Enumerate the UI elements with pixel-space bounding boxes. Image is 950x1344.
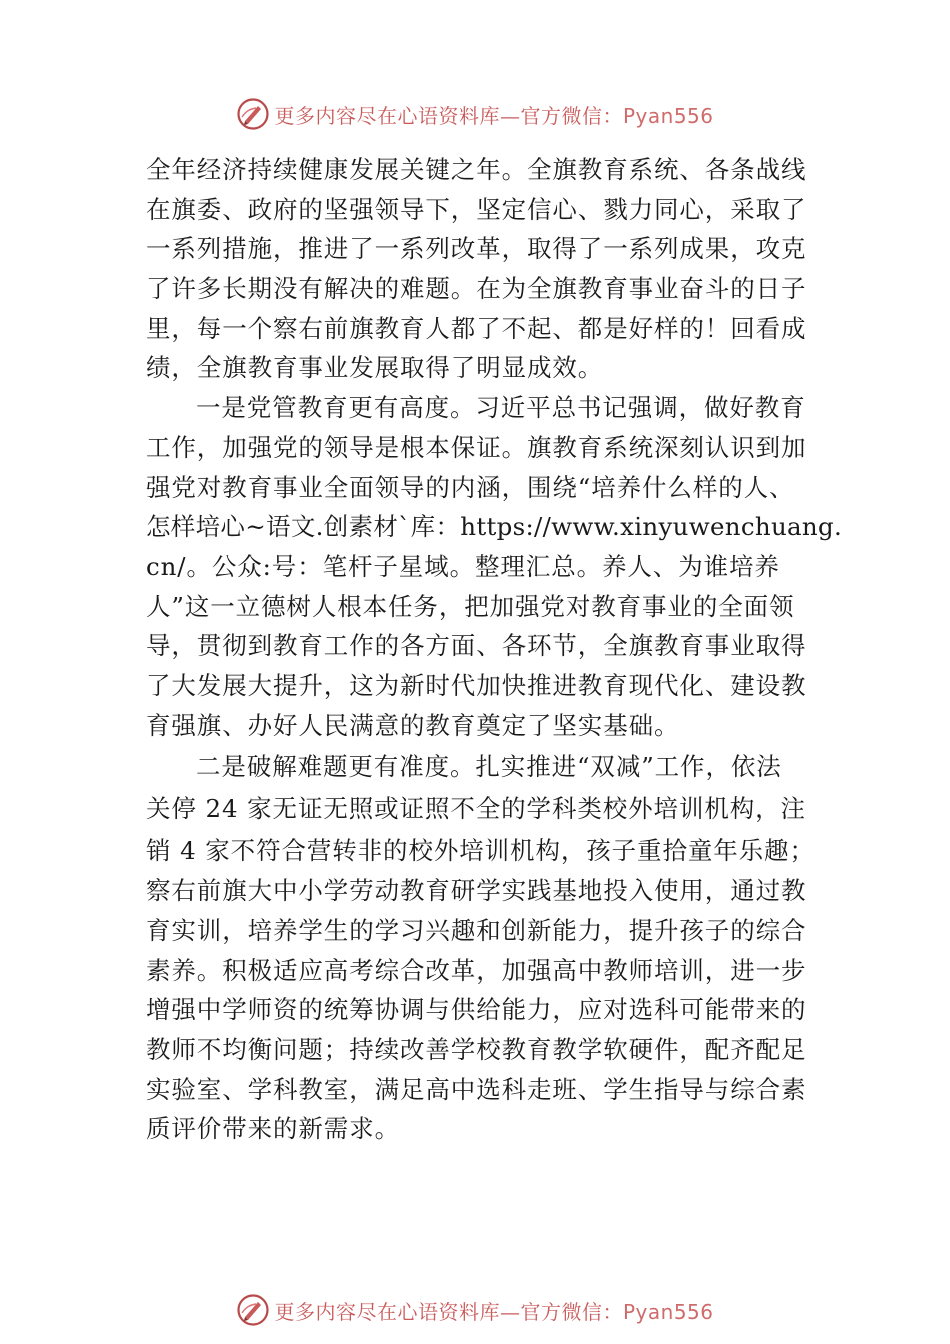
banner-separator: —: [499, 1299, 521, 1324]
banner-slogan: 更多内容尽在心语资料库: [274, 103, 500, 128]
text-line: 怎样培心~语文.创素材`库：https://www.xinyuwenchuang.: [146, 512, 843, 542]
document-body: [146, 150, 843, 1149]
text-line: 质评价带来的新需求。: [146, 1114, 400, 1144]
text-line: 在旗委、政府的坚强领导下，坚定信心、戮力同心，采取了: [146, 194, 807, 224]
banner-text: [274, 1296, 713, 1325]
text-line: 强党对教育事业全面领导的内涵，围绕“培养什么样的人、: [146, 472, 795, 502]
text-line: 教师不均衡问题；持续改善学校教育教学软硬件，配齐配足: [146, 1035, 807, 1065]
text-line: 增强中学师资的统筹协调与供给能力，应对选科可能带来的: [146, 995, 807, 1025]
banner-wechat-id: Pyan556: [622, 1299, 714, 1324]
text-line: cn/。公众:号：笔杆子星域。整理汇总。养人、为谁培养: [146, 551, 780, 581]
text-line: 育实训，培养学生的学习兴趣和创新能力，提升孩子的综合: [146, 916, 807, 945]
text-line: 了大发展大提升，这为新时代加快推进教育现代化、建设教: [146, 670, 807, 700]
footer-banner: [0, 1290, 950, 1330]
header-banner: [0, 94, 950, 134]
text-line: 全年经济持续健康发展关键之年。全旗教育系统、各条战线: [146, 155, 807, 184]
text-line: 里，每一个察右前旗教育人都了不起、都是好样的！回看成: [146, 313, 807, 343]
text-line: 导，贯彻到教育工作的各方面、各环节，全旗教育事业取得: [146, 631, 807, 661]
brand-logo-icon: [236, 97, 270, 131]
text-line: 关停 24 家无证无照或证照不全的学科类校外培训机构，注: [146, 794, 806, 824]
text-line: 实验室、学科教室，满足高中选科走班、学生指导与综合素: [146, 1074, 807, 1104]
banner-slogan: 更多内容尽在心语资料库: [274, 1299, 500, 1324]
text-line: 绩，全旗教育事业发展取得了明显成效。: [146, 353, 604, 383]
banner-wechat-label: 官方微信：: [520, 103, 623, 128]
text-line: 素养。积极适应高考综合改革，加强高中教师培训，进一步: [146, 955, 807, 985]
text-line: 了许多长期没有解决的难题。在为全旗教育事业奋斗的日子: [146, 274, 807, 304]
text-line: 工作，加强党的领导是根本保证。旗教育系统深刻认识到加: [146, 432, 807, 462]
text-line: 销 4 家不符合营转非的校外培训机构，孩子重拾童年乐趣；: [146, 836, 815, 866]
text-line: 人”这一立德树人根本任务，把加强党对教育事业的全面领: [146, 591, 795, 621]
banner-wechat-label: 官方微信：: [520, 1299, 623, 1324]
brand-logo-icon: [236, 1293, 270, 1327]
text-line: 育强旗、办好人民满意的教育奠定了坚实基础。: [146, 710, 680, 740]
banner-separator: —: [499, 103, 521, 128]
banner-wechat-id: Pyan556: [622, 103, 714, 128]
text-line: 一系列措施，推进了一系列改革，取得了一系列成果，攻克: [146, 234, 807, 264]
text-line: 察右前旗大中小学劳动教育研学实践基地投入使用，通过教: [146, 876, 807, 906]
banner-text: [274, 100, 713, 129]
paragraph-start-line: 二是破解难题更有准度。扎实推进“双减”工作，依法: [196, 752, 782, 782]
paragraph-start-line: 一是党管教育更有高度。习近平总书记强调，做好教育: [196, 393, 806, 423]
